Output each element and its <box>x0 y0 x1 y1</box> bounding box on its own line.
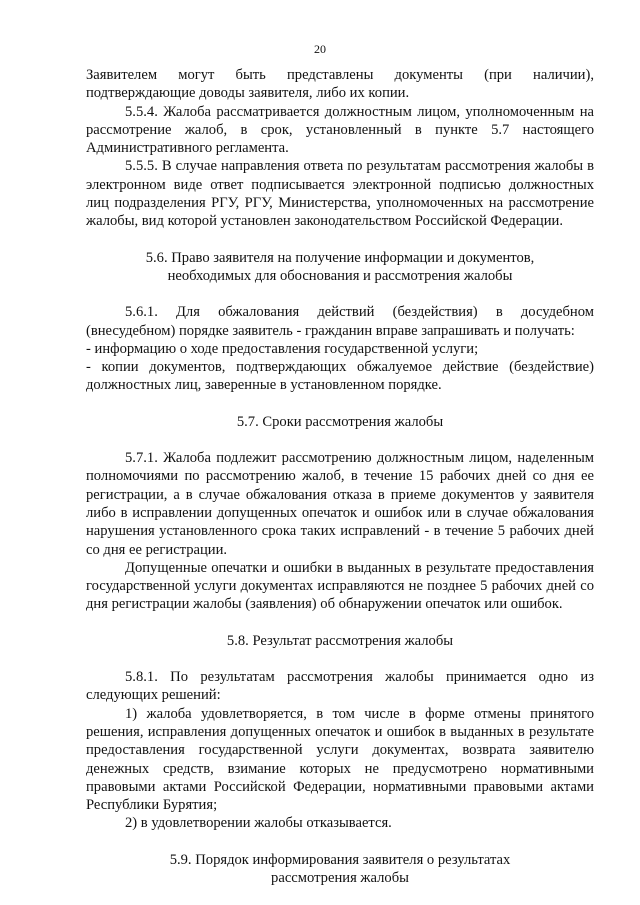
section-heading-5-6-line-1: 5.6. Право заявителя на получение информации и документов, <box>145 249 535 266</box>
section-heading-5-9-line-2: рассмотрения жалобы <box>271 869 409 886</box>
list-item-copies: - копии документов, подтверждающих обжалуемое действие (бездействие) должностных лиц, заверенные в установленном порядке. <box>86 359 594 394</box>
paragraph-5-5-4: 5.5.4. Жалоба рассматривается должностным лицом, уполномоченным на рассмотрение жалоб, в срок, установленный в пункте 5.7 настоящего Административного регламента. <box>86 103 594 157</box>
list-item-information: - информацию о ходе предоставления государственной услуги; <box>86 340 479 357</box>
page-number: 20 <box>314 42 326 56</box>
paragraph-5-5-5: 5.5.5. В случае направления ответа по результатам рассмотрения жалобы в электронном виде ответ подписывается электронной подписью должностных лиц подразделения РГУ, РГУ, Министерства, уполномоченных на рассмотрение жалобы, вид которой установлен законодательством Российской Федерации. <box>86 158 594 230</box>
document-body <box>86 66 594 887</box>
section-heading-5-8: 5.8. Результат рассмотрения жалобы <box>226 632 454 649</box>
paragraph-5-7-1: 5.7.1. Жалоба подлежит рассмотрению должностным лицом, наделенным полномочиями по рассмотрению жалоб, в течение 15 рабочих дней со дня ее регистрации, а в случае обжалования отказа в приеме документов у заявителя либо в исправлении допущенных опечаток и ошибок или в случае обжалования нарушения установленного срока таких исправлений - в течение 5 рабочих дней со дня ее регистрации. <box>86 450 594 558</box>
paragraph-5-6-1: 5.6.1. Для обжалования действий (бездействия) в досудебном (внесудебном) порядке заявитель - гражданин вправе запрашивать и получать: <box>86 304 594 339</box>
paragraph-5-8-1: 5.8.1. По результатам рассмотрения жалобы принимается одно из следующих решений: <box>86 669 594 704</box>
paragraph-typos-correction: Допущенные опечатки и ошибки в выданных в результате предоставления государственной услуги документах исправляются не позднее 5 рабочих дней со дня регистрации жалобы (заявления) об обнаружении опечаток или ошибок. <box>86 559 594 613</box>
section-heading-5-9-line-1: 5.9. Порядок информирования заявителя о результатах <box>169 851 511 868</box>
section-heading-5-7: 5.7. Сроки рассмотрения жалобы <box>236 413 444 430</box>
section-heading-5-9 <box>86 851 594 888</box>
section-heading-5-6 <box>86 249 594 286</box>
paragraph-applicant-documents: Заявителем могут быть представлены документы (при наличии), подтверждающие доводы заявителя, либо их копии. <box>86 67 594 102</box>
list-item-complaint-satisfied: 1) жалоба удовлетворяется, в том числе в форме отмены принятого решения, исправления допущенных опечаток и ошибок в выданных в результате предоставления государственной услуги документах, возврата заявителю денежных средств, взимание которых не предусмотрено нормативными правовыми актами Российской Федерации, нормативными правовыми актами Республики Бурятия; <box>86 705 594 814</box>
section-heading-5-6-line-2: необходимых для обоснования и рассмотрения жалобы <box>167 267 513 284</box>
list-item-complaint-rejected: 2) в удовлетворении жалобы отказывается. <box>125 815 392 832</box>
